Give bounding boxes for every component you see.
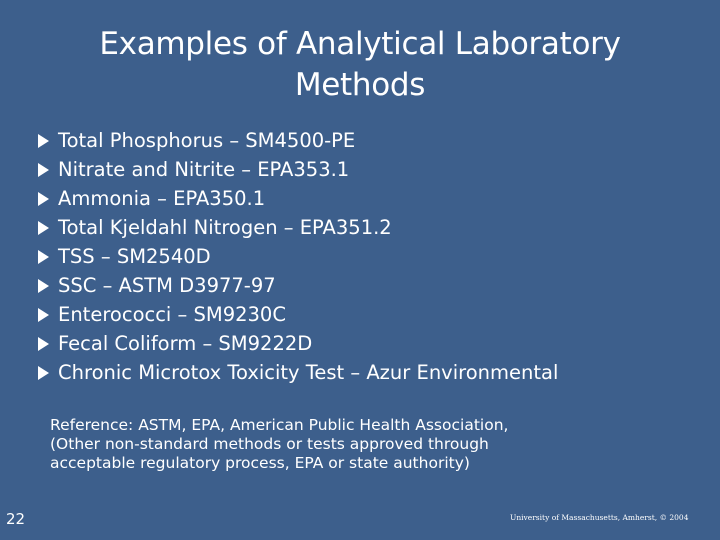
bullet-text: Chronic Microtox Toxicity Test – Azur Environmental — [58, 361, 559, 384]
bullet-item — [38, 271, 558, 300]
reference-line-2: (Other non-standard methods or tests approved through — [50, 435, 489, 453]
slide-title-line-1: Examples of Analytical Laboratory — [99, 26, 621, 62]
bullet-text: Total Phosphorus – SM4500-PE — [58, 129, 356, 152]
bullet-text: Fecal Coliform – SM9222D — [58, 332, 313, 355]
bullet-arrow-icon — [38, 279, 49, 293]
bullet-text: Total Kjeldahl Nitrogen – EPA351.2 — [58, 216, 392, 239]
bullet-item — [38, 126, 558, 155]
bullet-arrow-icon — [38, 250, 49, 264]
bullet-item — [38, 329, 558, 358]
bullet-arrow-icon — [38, 192, 49, 206]
bullet-arrow-icon — [38, 337, 49, 351]
bullet-text: TSS – SM2540D — [58, 245, 211, 268]
reference-note — [50, 416, 508, 473]
reference-line-1: Reference: ASTM, EPA, American Public Health Association, — [50, 416, 509, 434]
bullet-text: SSC – ASTM D3977-97 — [58, 274, 276, 297]
bullet-arrow-icon — [38, 163, 49, 177]
bullet-item — [38, 300, 558, 329]
bullet-item — [38, 155, 558, 184]
bullet-item — [38, 242, 558, 271]
bullet-item — [38, 358, 558, 387]
footer-credit: University of Massachusetts, Amherst, © 2004 — [510, 513, 689, 522]
bullet-arrow-icon — [38, 308, 49, 322]
page-number: 22 — [6, 510, 26, 528]
bullet-text: Enterococci – SM9230C — [58, 303, 286, 326]
bullet-arrow-icon — [38, 134, 49, 148]
slide-title — [60, 24, 660, 106]
bullet-item — [38, 184, 558, 213]
bullet-arrow-icon — [38, 366, 49, 380]
bullet-item — [38, 213, 558, 242]
reference-line-3: acceptable regulatory process, EPA or state authority) — [50, 454, 470, 472]
bullet-list — [38, 126, 558, 387]
slide-title-line-2: Methods — [294, 67, 426, 103]
bullet-text: Ammonia – EPA350.1 — [58, 187, 266, 210]
bullet-text: Nitrate and Nitrite – EPA353.1 — [58, 158, 350, 181]
bullet-arrow-icon — [38, 221, 49, 235]
